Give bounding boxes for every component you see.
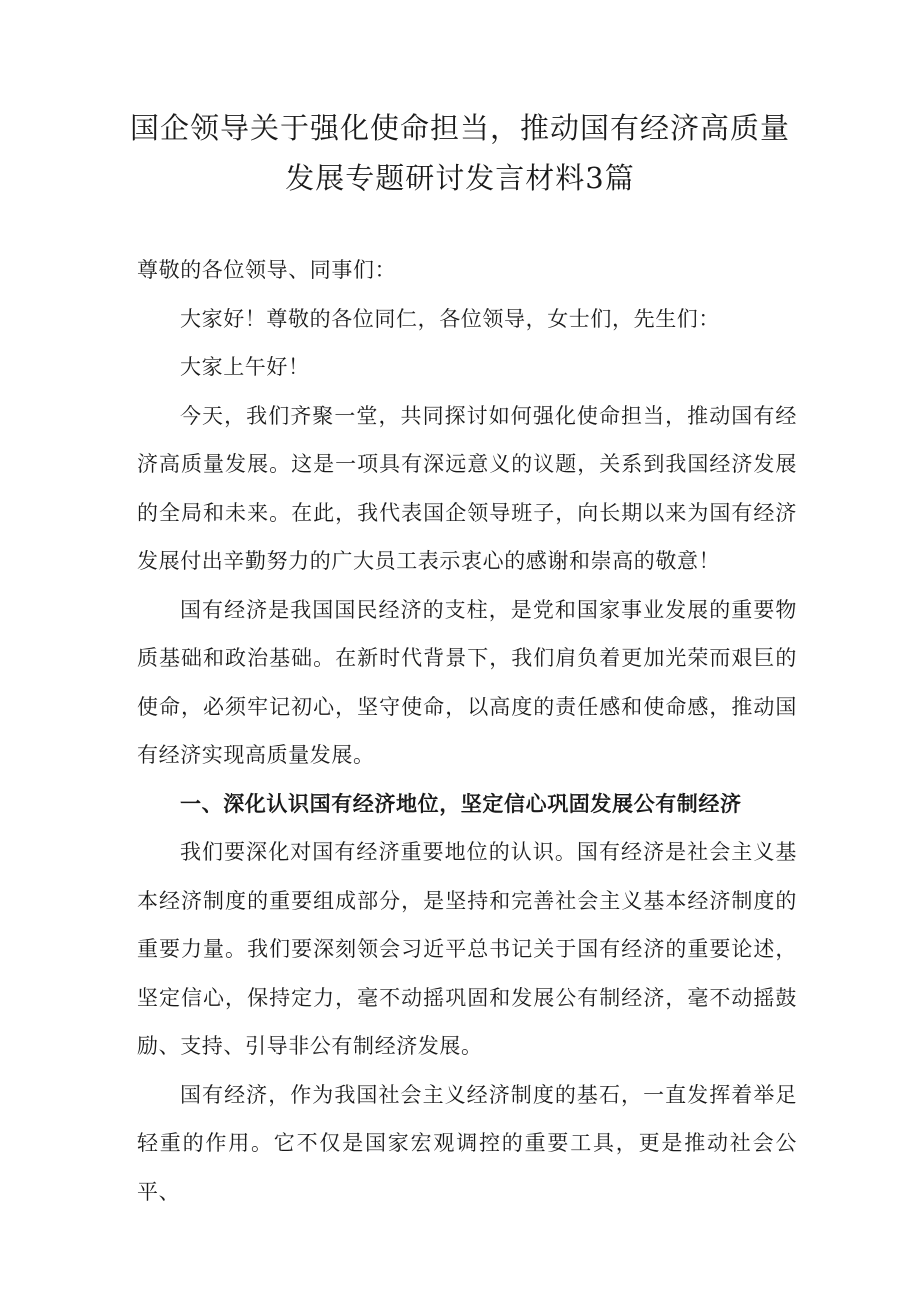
section-heading: 一、深化认识国有经济地位，坚定信心巩固发展公有制经济 — [180, 790, 742, 816]
body-paragraph: 我们要深化对国有经济重要地位的认识。国有经济是社会主义基本经济制度的重要组成部分，是坚持和完善社会主义基本经济制度的重要力量。我们要深刻领会习近平总书记关于国有经济的重要论述，坚定信心，保持定力，毫不动摇巩固和发展公有制经济，毫不动摇鼓励、支持、引导非公有制经济发展。 — [137, 840, 797, 1058]
greeting-paragraph: 大家好！尊敬的各位同仁，各位领导，女士们，先生们： — [180, 306, 720, 331]
body-paragraph: 国有经济是我国国民经济的支柱，是党和国家事业发展的重要物质基础和政治基础。在新时代背景下，我们肩负着更加光荣而艰巨的使命，必须牢记初心，坚守使命，以高度的责任感和使命感，推动国有经济实现高质量发展。 — [137, 597, 797, 767]
body-paragraph: 今天，我们齐聚一堂，共同探讨如何强化使命担当，推动国有经济高质量发展。这是一项具有深远意义的议题，关系到我国经济发展的全局和未来。在此，我代表国企领导班子，向长期以来为国有经济发展付出辛勤努力的广大员工表示衷心的感谢和崇高的敬意！ — [137, 403, 797, 573]
body-paragraph: 国有经济，作为我国社会主义经济制度的基石，一直发挥着举足轻重的作用。它不仅是国家宏观调控的重要工具，更是推动社会公平、 — [137, 1082, 797, 1204]
greeting-morning: 大家上午好！ — [180, 355, 310, 379]
document-body — [137, 246, 797, 1216]
salutation: 尊敬的各位领导、同事们： — [137, 258, 397, 282]
document-title-line-1: 国企领导关于强化使命担当，推动国有经济高质量 — [129, 111, 790, 145]
document-title-line-2: 发展专题研讨发言材料3篇 — [285, 161, 635, 195]
